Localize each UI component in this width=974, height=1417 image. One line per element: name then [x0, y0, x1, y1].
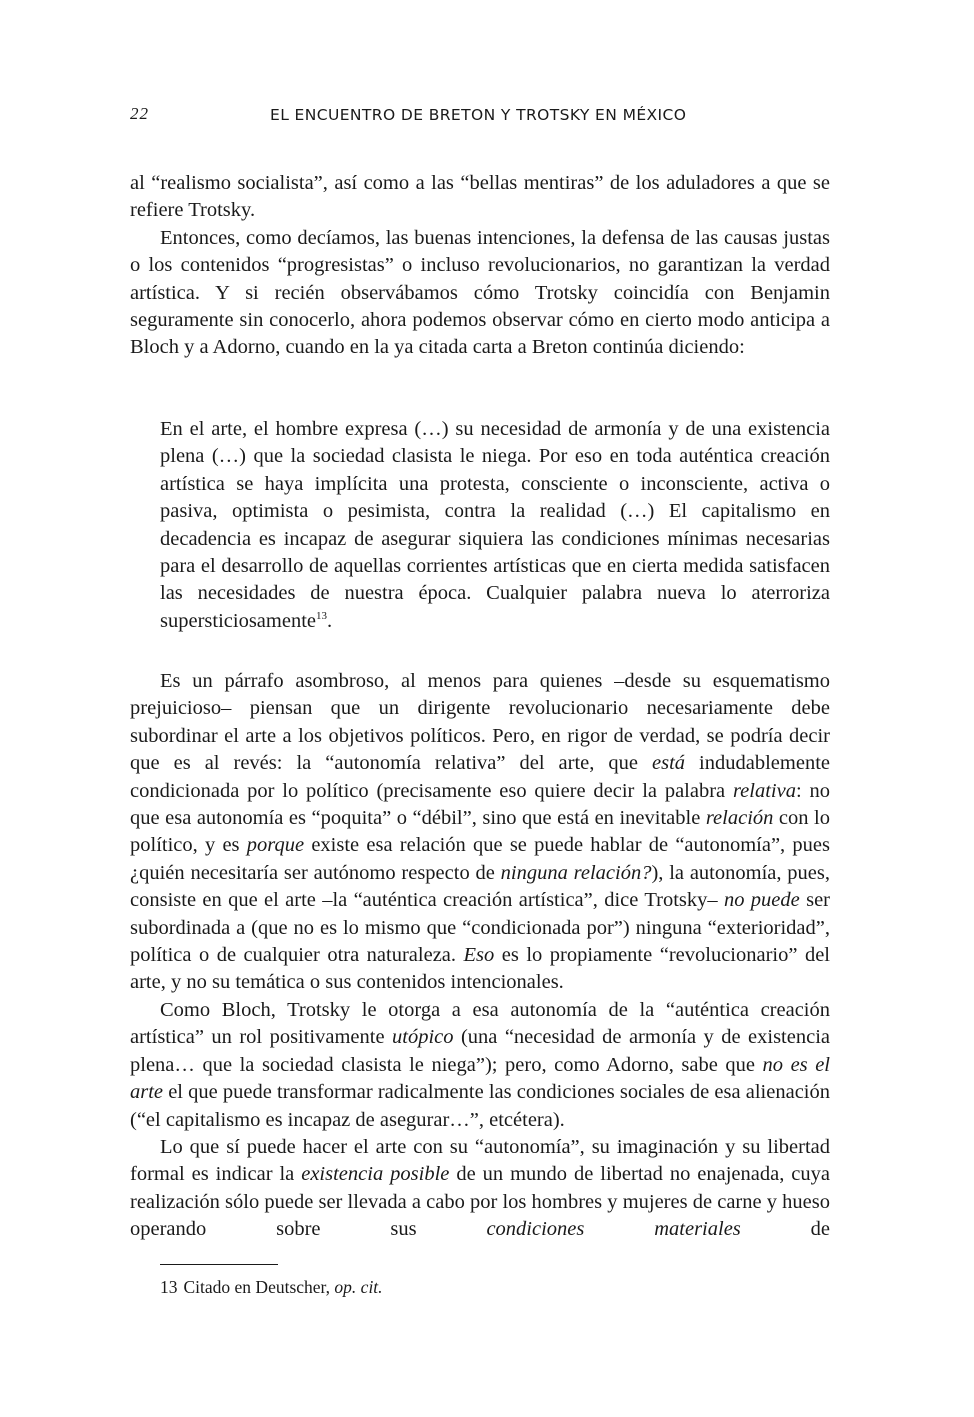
footnote-reference: 13: [315, 610, 327, 623]
footnote-divider: [160, 1264, 278, 1265]
p3-italic-7: Eso: [463, 944, 495, 967]
paragraph-1: al “realismo socialista”, así como a las “bellas mentiras” de los aduladores a que se refiere Trotsky.: [130, 172, 830, 222]
p4-italic-1: utópico: [392, 1026, 454, 1049]
footnote-italic: op. cit.: [334, 1277, 383, 1297]
running-head: EL ENCUENTRO DE BRETON Y TROTSKY EN MÉXICO: [270, 106, 687, 124]
footnote-text: Citado en Deutscher,: [183, 1277, 335, 1297]
p3-text-c: : no que esa autonomía es “poquita” o “débil”, sino que está en inevitable: [130, 779, 830, 830]
p3-italic-5: ninguna relación?: [500, 861, 652, 884]
paragraph-2: Entonces, como decíamos, las buenas intenciones, la defensa de las causas justas o los contenidos “progresistas” o incluso revolucionarios, no garantizan la verdad artística. Y si recién observábamos cómo Trotsky coincidía con Benjamin seguramente sin conocerlo, ahora podemos observar cómo en cierto modo anticipa a Bloch y a Adorno, cuando en la ya citada carta a Breton continúa diciendo:: [130, 226, 830, 359]
p3-text-g: ser subordinada a (que no es lo mismo que “condicionada por”) ninguna “exterioridad”, política o de cualquier otra naturaleza.: [130, 889, 831, 967]
p3-text-e: existe esa relación que se puede hablar de “autonomía”, pues ¿quién necesitaría ser autónomo respecto de: [130, 834, 830, 884]
paragraph-4: [130, 997, 830, 1134]
p5-text-c: de: [740, 1218, 830, 1241]
p3-italic-3: relación: [705, 807, 774, 830]
page-number: 22: [130, 104, 149, 123]
block-quote-text: En el arte, el hombre expresa (…) su necesidad de armonía y de una existencia plena (…) que la sociedad clasista le niega. Por eso en toda auténtica creación artística se haya implícita una protesta, consciente o inconsciente, activa o pasiva, optimista o pesimista, contra la realidad (…) El capitalismo en decadencia es incapaz de asegurar siquiera las condiciones mínimas necesarias para el desarrollo de aquellas corrientes artísticas que en cierta medida satisfacen las necesidades de nuestra época. Cualquier palabra nueva lo aterroriza supersticiosamente: [160, 418, 830, 632]
p3-italic-2: relativa: [732, 779, 796, 802]
p3-text-h: es lo propiamente “revolucionario” del arte, y no su temática o sus contenidos intencionales.: [130, 944, 830, 994]
p3-text-f: ), la autonomía, pues, consiste en que el arte –la “auténtica creación artística”, dice Trotsky–: [130, 861, 830, 912]
p5-text-b: de un mundo de libertad no enajenada, cuya realización sólo puede ser llevada a cabo por los hombres y mujeres de carne y hueso operando sobre sus: [130, 1163, 830, 1241]
footnote-number: 13: [160, 1277, 178, 1297]
p4-text-c: el que puede transformar radicalmente las condiciones sociales de esa alienación (“el capitalismo es incapaz de asegurar…”, etcétera).: [130, 1081, 830, 1131]
p5-text-a: Lo que sí puede hacer el arte con su “autonomía”, su imaginación y su libertad formal es indicar la: [130, 1135, 830, 1186]
p3-text-d: con lo político, y es: [130, 807, 830, 857]
footnote: [160, 1276, 383, 1298]
body-text-top: [130, 170, 830, 362]
block-quote: [160, 416, 830, 635]
p4-text-a: Como Bloch, Trotsky le otorga a esa autonomía de la “auténtica creación artística” un rol positivamente: [130, 998, 830, 1049]
p5-italic-2: condiciones materiales: [486, 1218, 741, 1241]
p4-italic-2: no es el arte: [130, 1053, 830, 1104]
p3-text-b: indudablemente condicionada por lo político (precisamente eso quiere decir la palabra: [130, 752, 830, 802]
paragraph-3: [130, 668, 830, 997]
p3-italic-6: no puede: [723, 889, 800, 912]
p3-italic-1: está: [652, 752, 686, 775]
p3-text-a: Es un párrafo asombroso, al menos para quienes –desde su esquematismo prejuicioso– piensan que un dirigente revolucionario necesariamente debe subordinar el arte a los objetivos políticos. Pero, en rigor de verdad, se podría decir que es al revés: la “autonomía relativa” del arte, que: [130, 670, 830, 775]
paragraph-5: [130, 1134, 830, 1244]
p5-italic-1: existencia posible: [301, 1163, 450, 1186]
p4-text-b: (una “necesidad de armonía y de existencia plena… que la sociedad clasista le niega”); pero, como Adorno, sabe que: [130, 1026, 830, 1076]
p3-italic-4: porque: [246, 834, 305, 857]
body-text-bottom: [130, 668, 830, 1244]
block-quote-end: .: [326, 609, 333, 632]
